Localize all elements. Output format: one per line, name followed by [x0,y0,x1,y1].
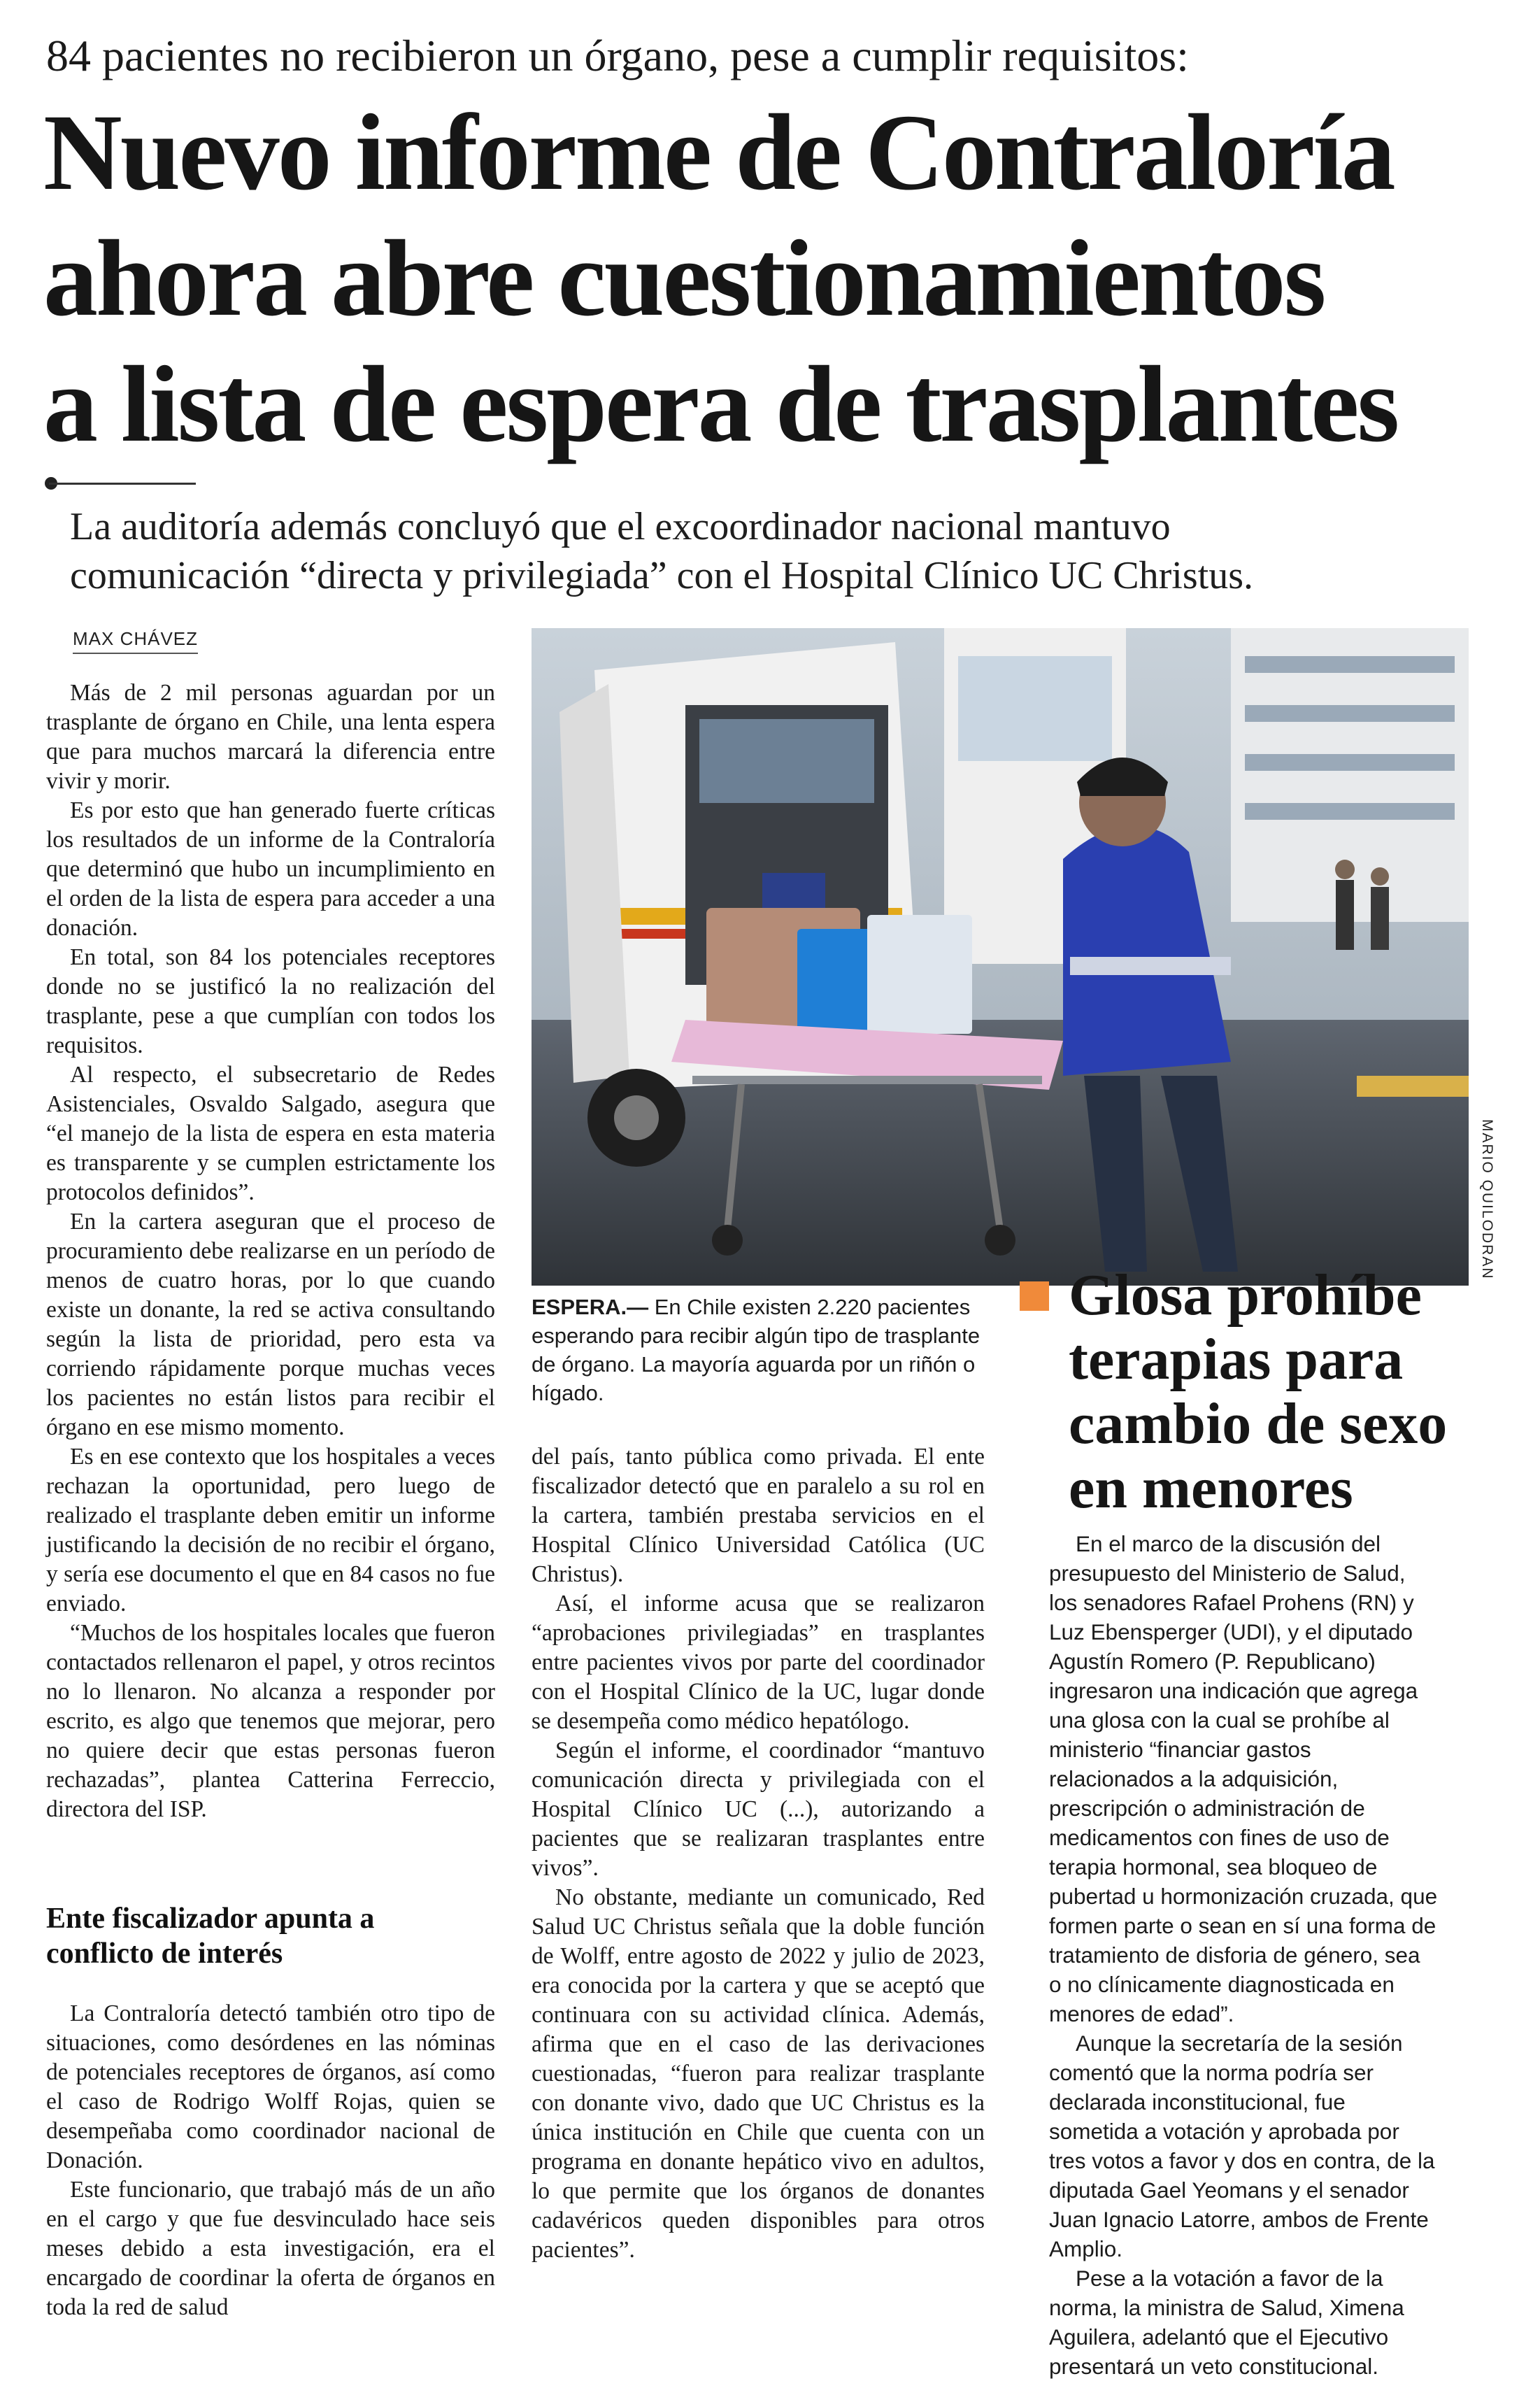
byline: MAX CHÁVEZ [73,628,198,654]
photo-credit [1474,1119,1495,1301]
paragraph: Este funcionario, que trabajó más de un año en el cargo y que fue desvinculado hace seis meses debido a esta investigación, era el encargado de coordinar la oferta de órganos en toda la red de salud [46,2177,495,2320]
article-column-1 [46,678,495,1824]
paragraph: Más de 2 mil personas aguardan por un trasplante de órgano en Chile, una lenta espera que para muchos marcará la diferencia entre vivir y morir. [46,680,495,794]
divider [49,483,196,485]
paragraph: Pese a la votación a favor de la norma, la ministra de Salud, Ximena Aguilera, adelantó que el Ejecutivo presentará un veto constitucional. [1049,2266,1404,2379]
paragraph: Así, el informe acusa que se realizaron “aprobaciones privilegiadas” en trasplantes entre pacientes vivos por parte del coordinador con el Hospital Clínico de la UC, lugar donde se desempeña como médico hepatólogo. [532,1591,985,1734]
kicker: 84 pacientes no recibieron un órgano, pese a cumplir requisitos: [46,31,1189,80]
headline [43,90,1512,467]
dek-line: comunicación “directa y privilegiada” con el Hospital Clínico UC Christus. [70,554,1254,597]
caption-lead: ESPERA.— [532,1295,649,1319]
ambulance-stretcher-illustration [532,628,1469,1286]
headline-line: Nuevo informe de Contraloría [43,92,1394,213]
paragraph: “Muchos de los hospitales locales que fueron contactados rellenaron el papel, y otros recintos no lo llenaron. No alcanza a responder por escrito, es algo que tenemos que mejorar, pero no quiere decir que estas personas fueron rechazadas”, plantea Catterina Ferreccio, directora del ISP. [46,1620,495,1822]
paragraph: En el marco de la discusión del presupuesto del Ministerio de Salud, los senadores Rafael Prohens (RN) y Luz Ebensperger (UDI), y el diputado Agustín Romero (P. Republicano) ingresaron una indicación que agrega una glosa con la cual se prohíbe al ministerio “financiar gastos relacionados a la adquisición, prescripción o administración de medicamentos con fines de uso de terapia hormonal, sea bloqueo de pubertad u hormonización cruzada, que formen parte o sean en sí una forma de tratamiento de disforia de género, sea o no clínicamente diagnosticada en menores de edad”. [1049,1531,1438,2026]
sidebar-accent-square [1020,1281,1049,1311]
news-photo [532,628,1469,1286]
paragraph: del país, tanto pública como privada. El ente fiscalizador detectó que en paralelo a su rol en la cartera, también prestaba servicios en el Hospital Clínico Universidad Católica (UC Christus). [532,1444,985,1587]
sidebar-title-line: cambio de sexo [1069,1391,1448,1456]
paragraph: Al respecto, el subsecretario de Redes Asistenciales, Osvaldo Salgado, asegura que “el manejo de la lista de espera en esta materia es transparente y se cumplen estrictamente los protocolos definidos”. [46,1062,495,1205]
photo-caption [532,1293,986,1407]
article-column-1-continued [46,1999,495,2322]
headline-line: a lista de espera de trasplantes [43,343,1398,464]
dek [70,502,1469,600]
caption-text: En Chile existen 2.220 pacientes esperando para recibir algún tipo de trasplante de órgano. La mayoría aguarda por un riñón o hígado. [532,1295,981,1405]
subheading-line: conflicto de interés [46,1938,283,1970]
sidebar-title [1069,1263,1460,1521]
paragraph: Es por esto que han generado fuerte críticas los resultados de un informe de la Contraloría que determinó que hubo un incumplimiento en el orden de la lista de espera para acceder a una donación. [46,797,495,941]
paragraph: La Contraloría detectó también otro tipo de situaciones, como desórdenes en las nóminas de potenciales receptores de órganos, así como el caso de Rodrigo Wolff Rojas, quien se desempeñaba como coordinador nacional de Donación. [46,2000,495,2173]
paragraph: Es en ese contexto que los hospitales a veces rechazan la oportunidad, pero luego de realizado el trasplante deben emitir un informe justificando la decisión de no recibir el órgano, y sería ese documento el que en 84 casos no fue enviado. [46,1444,495,1616]
dek-line: La auditoría además concluyó que el excoordinador nacional mantuvo [70,505,1171,548]
paragraph: Aunque la secretaría de la sesión comentó que la norma podría ser declarada inconstitucional, fue sometida a votación y aprobada por tres votos a favor y dos en contra, de la diputada Gael Yeomans y el senador Juan Ignacio Latorre, ambos de Frente Amplio. [1049,2031,1435,2261]
sidebar-body [1049,1529,1438,2381]
sidebar-title-line: Glosa prohíbe [1069,1263,1422,1328]
paragraph: Según el informe, el coordinador “mantuvo comunicación directa y privilegiada con el Hospital Clínico UC (...), autorizando a pacientes que se realizaran trasplantes entre vivos”. [532,1737,985,1881]
paragraph: En la cartera aseguran que el proceso de procuramiento debe realizarse en un período de menos de cuatro horas, por lo que cuando existe un donante, la red se activa consultando según la lista de prioridad, pero esta va corriendo rápidamente porque muchas veces los pacientes no están listos para recibir el órgano en ese mismo momento. [46,1209,495,1440]
sidebar-title-line: terapias para [1069,1327,1404,1392]
paragraph: En total, son 84 los potenciales receptores donde no se justificó la no realización del trasplante, pese a que cumplían con todos los requisitos. [46,944,495,1058]
article-column-2 [532,1442,985,2265]
paragraph: No obstante, mediante un comunicado, Red Salud UC Christus señala que la doble función de Wolff, entre agosto de 2022 y julio de 2023, era conocida por la cartera y que se aceptó que continuara con su actividad clínica. Además, afirma que en el caso de las derivaciones cuestionadas, “fueron para realizar trasplante con donante vivo, dado que UC Christus es la única institución en Chile que cuenta con un programa en donante hepático vivo en adultos, lo que permite que los órganos de donantes cadavéricos queden disponibles para otros pacientes”. [532,1884,985,2263]
headline-line: ahora abre cuestionamientos [43,218,1325,339]
sidebar-title-line: en menores [1069,1456,1353,1521]
photo-credit-text: MARIO QUILODRAN [1479,1119,1495,1280]
subheading [46,1901,495,1971]
subheading-line: Ente fiscalizador apunta a [46,1903,375,1935]
